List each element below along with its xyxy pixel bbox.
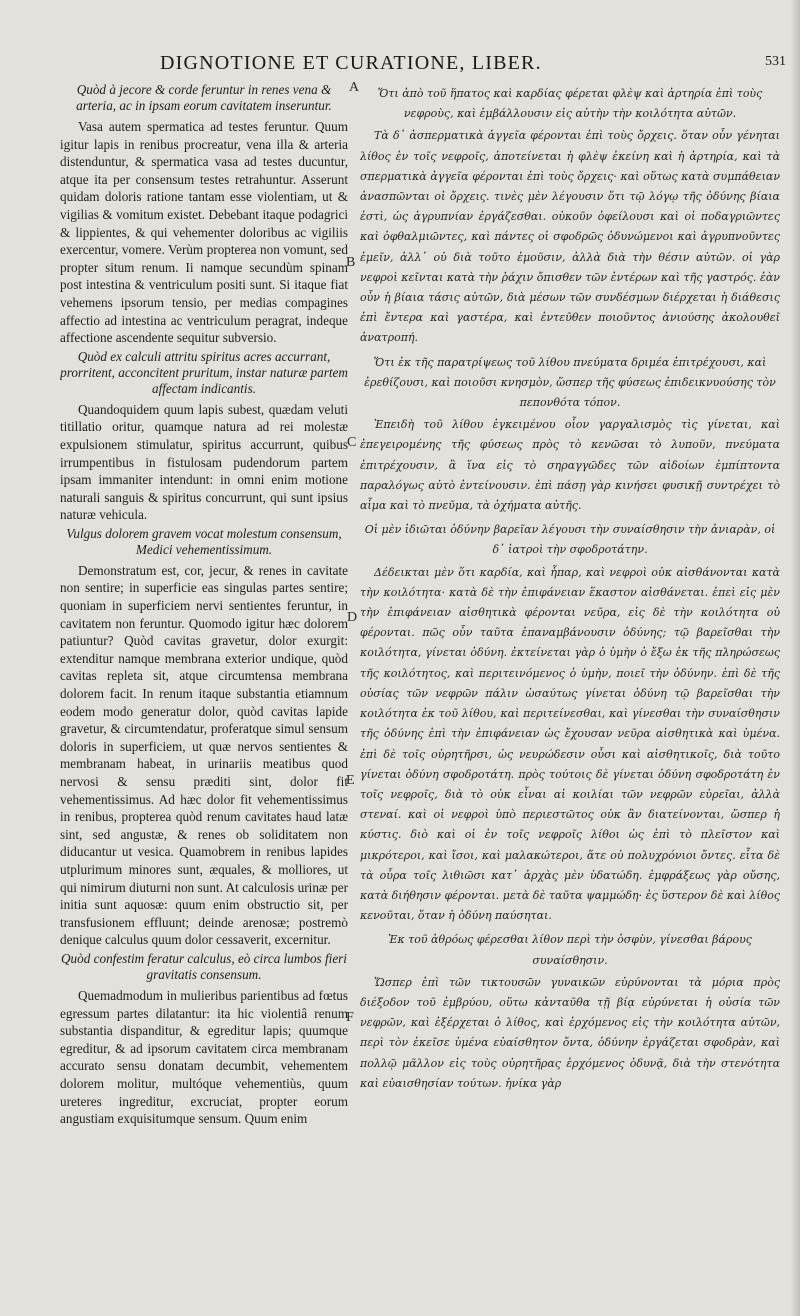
page-edge-shadow [790, 0, 800, 1316]
latin-paragraph: Demonstratum est, cor, jecur, & renes in cavitate non sentire; in superficie eas singulas partes sentire; quoniam in superficiem nervi sentientes feruntur, in cavitatem non feruntur. Quomodo igitur hæc dolorem patiuntur? Quòd cavitas gravetur, dolor exurgit: extenditur namque membrana exterior undique, quòd cavitas repleta sit, atque circumtensa membrana dolorem facit. In renum itaque substantia etiamnum eodem modo generatur dolor, quòd cavitas lapide gravetur, & circumtendatur, proferatque simul sensum doloris in superficiem, ut quæ nervos sentientes & membranam habeat, in urinariis meatibus quod nervosi & sensu præditi sint, dolor fit vehementissimus. Ad hæc dolor fit vehementissimus in renibus, propterea quòd renum cavitates haud latæ sint, sed angustæ, & renes ob soliditatem non diducantur ut vesica. Quamobrem in renibus lapides utplurimum minores sunt, æquales, & molliores, ut qui nimirum diuturni non sunt. At calculosis urinæ per initia sunt aquosæ: quum enim obstructio sit, per transfusionem effluunt; deinde arenosæ; postremò denique calculus quum dolor cessaverit, excernitur. [60, 562, 348, 948]
latin-column [60, 80, 348, 1310]
margin-letter-f: F [346, 1010, 354, 1025]
latin-heading: Quòd ex calculi attritu spiritus acres accurrant, prorritent, acconcitent pruritum, instar naturæ partem affectam indicantis. [60, 348, 348, 396]
greek-paragraph: Δέδεικται μὲν ὅτι καρδία, καὶ ἧπαρ, καὶ νεφροὶ οὐκ αἰσθάνονται κατὰ τὴν κοιλότητα· κατὰ δὲ τὴν ἐπιφάνειαν ἕκαστον αἰσθάνεται. ἐπεὶ εἰς μὲν τὴν ἐπιφάνειαν αἰσθητικὰ φέρονται νεῦρα, εἰς δὲ τὴν κοιλότητα οὐ φέρονται. πῶς οὖν ταῦτα ἐπαναμβάνουσιν ὀδύνης; τῷ βαρεῖσθαι τὴν κοιλότητα, γίνεται ὀδύνη. ἐκτείνεται γὰρ ὁ ὑμὴν ὁ ἔξω ἐκ τῆς πληρώσεως τῆς κοιλότητος, καὶ περιτεινόμενος ὁ ὑμὴν, ποιεῖ τὴν ὀδύνην. ἐπὶ δὲ τῆς οὐσίας τῶν νεφρῶν πάλιν ὡσαύτως γίνεται ὀδύνη τῷ βαρεῖσθαι τὴν κοιλότητα ἐκ τοῦ λίθου, καὶ περιτείνεσθαι, καὶ γίνεσθαι τὴν συναίσθησιν τῆς ὀδύνης ἐπὶ τὴν ἐπιφάνειαν ὡς ἔχουσαν νεῦρα αἰσθητικὰ καὶ ὑμένα. ἐπὶ δὲ τοῖς οὐρητῆρσι, ὡς νευρώδεσιν οὖσι καὶ αἰσθητικοῖς, διὰ τοῦτο γίνεται ὀδύνη σφοδροτάτη. πρὸς τούτοις δὲ γίνεται ὀδύνη σφοδροτάτη ἐν τοῖς νεφροῖς, διὰ τὸ οὐκ εἶναι αἱ κοιλίαι τῶν νεφρῶν εὐρεῖαι, ἀλλὰ στεναί. καὶ οἱ νεφροὶ ὑπὸ περιεστῶτος οὐκ ἂν διατείνονται, ὥσπερ ἡ κύστις. διὸ καὶ οἱ ἐν τοῖς νεφροῖς λίθοι ὡς ἐπὶ τὸ πλεῖστον καὶ μικρότεροι, καὶ ἴσοι, καὶ μαλακώτεροι, ἅτε οὐ πολυχρόνιοι ὄντες. εἶτα δὲ τὰ οὖρα τοῖς λιθιῶσι κατ᾽ ἀρχὰς μὲν ὑδατώδη. ἐμφράξεως γὰρ οὔσης, κατὰ διήθησιν φέρονται. μετὰ δὲ ταῦτα ψαμμώδη· ἐς ὕστερον δὲ καὶ λίθος κενοῦται, ὅταν ἡ ὀδύνη παύσηται. [360, 565, 780, 923]
latin-paragraph: Quandoquidem quum lapis subest, quædam veluti titillatio oritur, quamque natura ad rei molestæ expulsionem stimulatur, spiritus accurrunt, quibus irrumpentibus in fistulosam pudendorum partem ipsam immaniter intendunt: in omni enim motione naturali sanguis & spiritus concurrunt, qui sunt ipsius naturæ vehicula. [60, 401, 348, 523]
greek-paragraph: Τὰ δ᾽ ἀσπερματικὰ ἀγγεῖα φέρονται ἐπὶ τοὺς ὄρχεις. ὅταν οὖν γένηται λίθος ἐν τοῖς νεφροῖς, ἀποτείνεται ἡ φλὲψ ἐκείνη καὶ ἡ ἀρτηρία, καὶ τὰ σπερματικὰ ἀγγεῖα φέρονται ἐπὶ τοὺς ὄρχεις· καὶ οὕτως κατὰ συμπάθειαν ἀνασπῶνται οἱ ὄρχεις. τινὲς μὲν λέγουσιν ὅτι τῷ λόγῳ τῆς ὀδύνης βίαια ἐστὶ, ὡς ἀγρυπνίαν ἐργάζεσθαι. οὐκοῦν ὀφείλουσι καὶ οἱ ποδαγριῶντες καὶ ὀφθαλμιῶντες, καὶ πάντες οἱ σφοδρῶς ὀδυνώμενοι καὶ ἀγρυπνοῦντες ἐμεῖν, ἀλλ᾽ οὐ διὰ τοῦτο ἐμοῦσιν, ἀλλὰ διὰ τὴν θέσιν αὐτῶν. οἱ γὰρ νεφροὶ κεῖνται κατὰ τὴν ῥάχιν ὄπισθεν τῶν ἐντέρων καὶ τῆς γαστρός. ἐὰν οὖν ἡ βίαια τάσις αὐτῶν, διὰ μέσων τῶν συνδέσμων διέρχεται ἡ διάθεσις ἐπὶ ἔντερα καὶ γαστέρα, καὶ ἐντεῦθεν ποιοῦντος ἀνιούσης ἀκολουθεῖ ἀνατροπή. [360, 129, 780, 345]
margin-letter-a: A [349, 80, 360, 95]
latin-paragraph: Vasa autem spermatica ad testes feruntur. Quum igitur lapis in renibus procreatur, vena illa & arteria distenduntur, & spermatica vasa ad testes ducuntur, atque ita per consensum testes retrahuntur. Asserunt quidam doloris ratione tantam esse violentiam, ut & vigilias & vomitum existet. Debebant itaque podagrici & lippientes, & qui vehementer doloribus ac vigiliis exercentur, vomere. Verùm propterea non vomunt, sed propter situm renum. Ii namque secundùm spinam post intestina & ventriculum positi sunt. Si itaque fiat vehemens ipsorum tensio, per medias compagines affectio ad intestina ac ventriculum peragrat, indeque affectione ascendente sequitur subversio. [60, 119, 348, 346]
margin-letter-c: C [347, 435, 357, 450]
margin-letter-d: D [347, 610, 358, 625]
greek-paragraph: Ὥσπερ ἐπὶ τῶν τικτουσῶν γυναικῶν εὐρύνονται τὰ μόρια πρὸς διέξοδον τοῦ ἐμβρύου, οὕτω κἀνταῦθα τῇ βίᾳ εὐρύνεται ἡ οὐσία τῶν νεφρῶν, καὶ ἐξέρχεται ὁ λίθος, καὶ ἐρχόμενος εἰς τὴν κοιλότητα αὐτῶν, περὶ τὸν ἐκεῖσε ὑμένα εὐαίσθητον ὄντα, ὀδύνην ἐργάζεται σφοδρὰν, καὶ πολλῷ μᾶλλον εἰς τοὺς οὐρητῆρας ἐρχόμενος ὀδυνᾷ, διὰ τὴν στενότητα καὶ εὐαισθησίαν τούτων. ἡνίκα γὰρ [360, 975, 780, 1090]
greek-column [360, 80, 780, 1310]
latin-heading: Quòd confestim feratur calculus, eò circa lumbos fieri gravitatis consensum. [61, 950, 347, 982]
running-title: DIGNOTIONE ET CURATIONE, LIBER. [160, 52, 542, 74]
greek-paragraph: Ἐπειδὴ τοῦ λίθου ἐγκειμένου οἷον γαργαλισμὸς τὶς γίνεται, καὶ ἐπεγειρομένης τῆς φύσεως πρὸς τὸ κενῶσαι τὸ λυποῦν, πνεύματα ἐπιτρέχουσιν, ἃ ἵνα εἰς τὸ σηραγγῶδες τῶν αἰδοίων ἐμπίπτοντα παραλόγως αὐτὸ ἐντείνουσιν. ἐπὶ πάσῃ γὰρ κινήσει φυσικῇ συντρέχει τὸ αἷμα καὶ τὸ πνεῦμα, τὰ ὀχήματα αὐτῆς. [360, 418, 780, 513]
greek-heading: Ὅτι ἀπὸ τοῦ ἥπατος καὶ καρδίας φέρεται φλὲψ καὶ ἀρτηρία ἐπὶ τοὺς νεφροὺς, καὶ ἐμβάλλουσιν εἰς αὐτὴν τὴν κοιλότητα αὐτῶν. [377, 87, 763, 121]
latin-heading: Vulgus dolorem gravem vocat molestum consensum, Medici vehementissimum. [66, 525, 342, 557]
greek-heading: Ἐκ τοῦ ἀθρόως φέρεσθαι λίθον περὶ τὴν ὀσφὺν, γίνεσθαι βάρους συναίσθησιν. [388, 933, 752, 967]
greek-heading: Οἱ μὲν ἰδιῶται ὀδύνην βαρεῖαν λέγουσι τὴν συναίσθησιν τὴν ἀνιαρὰν, οἱ δ᾽ ἰατροὶ τὴν σφοδροτάτην. [364, 523, 776, 557]
latin-heading: Quòd à jecore & corde feruntur in renes vena & arteria, ac in ipsam eorum cavitatem inseruntur. [76, 82, 332, 113]
greek-heading: Ὅτι ἐκ τῆς παρατρίψεως τοῦ λίθου πνεύματα δριμέα ἐπιτρέχουσι, καὶ ἐρεθίζουσι, καὶ ποιοῦσι κνησμὸν, ὥσπερ τῆς φύσεως ἐπιδεικνυούσης τὸν πεπονθότα τόπον. [364, 355, 776, 410]
margin-letter-b: B [346, 255, 356, 270]
page-number: 531 [765, 54, 786, 69]
margin-letter-e: E [346, 773, 355, 788]
page-header [0, 50, 800, 80]
latin-paragraph: Quemadmodum in mulieribus parientibus ad fœtus egressum partes dilatantur: ita hic violentiâ renum substantia dispanditur, & egreditur lapis; quumque egreditur, & ad ipsorum cavitatem circa membranam accurato sensu donatam decumbit, vehementem dolorem molitur, multóque vehementiùs, quum ureteres ingreditur, excruciat, propter eorum angustiam exquisitumque sensum. Quum enim [60, 987, 348, 1127]
